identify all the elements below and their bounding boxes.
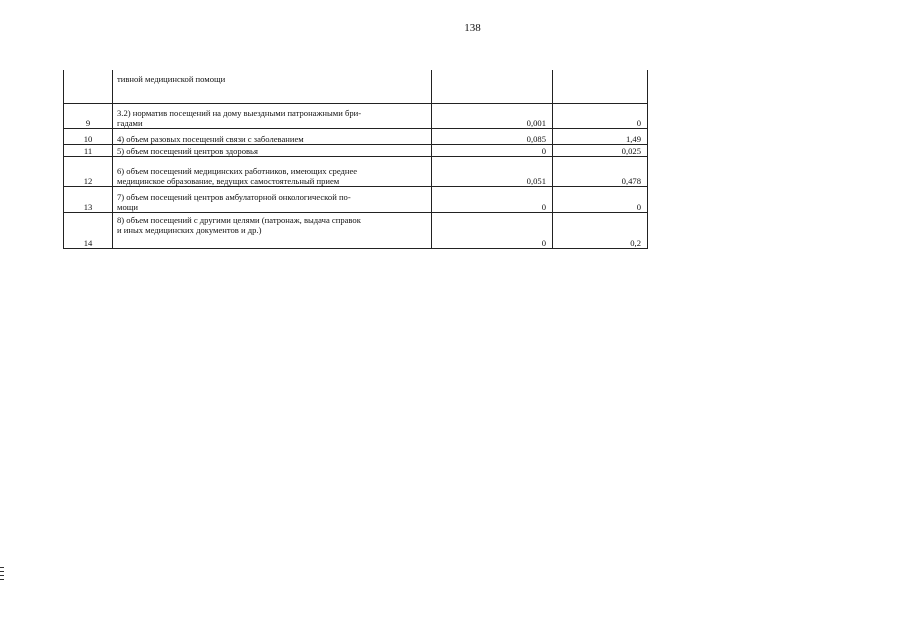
row-description: 3.2) норматив посещений на дому выездными патронажными бри- гадами: [113, 104, 432, 129]
value-cell-1: 0,001: [432, 104, 553, 129]
value-cell-2: 0,2: [553, 213, 648, 249]
row-number: 14: [64, 213, 113, 249]
value-cell-1: 0: [432, 213, 553, 249]
value-cell-2: 0,478: [553, 157, 648, 187]
row-description: 7) объем посещений центров амбулаторной онкологической по- мощи: [113, 187, 432, 213]
row-description: 6) объем посещений медицинских работников, имеющих среднее медицинское образование, ведущих самостоятельный прием: [113, 157, 432, 187]
value-cell-1: 0: [432, 187, 553, 213]
row-description: тивной медицинской помощи: [113, 70, 432, 104]
page-number: 138: [464, 22, 481, 34]
row-number: 12: [64, 157, 113, 187]
value-cell-1: 0,085: [432, 129, 553, 145]
value-cell-1: [432, 70, 553, 104]
value-cell-2: 1,49: [553, 129, 648, 145]
value-cell-1: 0: [432, 145, 553, 157]
value-cell-2: 0: [553, 187, 648, 213]
table-row: [64, 129, 648, 145]
table-row: [64, 104, 648, 129]
value-cell-1: 0,051: [432, 157, 553, 187]
table-row: [64, 145, 648, 157]
row-description: 5) объем посещений центров здоровья: [113, 145, 432, 157]
table-row: [64, 187, 648, 213]
scan-mark: [0, 579, 4, 580]
indicator-table: [63, 70, 648, 249]
row-description: 4) объем разовых посещений связи с заболеванием: [113, 129, 432, 145]
value-cell-2: 0,025: [553, 145, 648, 157]
scan-mark: [0, 575, 4, 576]
value-cell-2: [553, 70, 648, 104]
row-number: 13: [64, 187, 113, 213]
row-number-cell: [64, 70, 113, 104]
row-number: 9: [64, 104, 113, 129]
row-number: 10: [64, 129, 113, 145]
table-row: [64, 213, 648, 249]
row-number: 11: [64, 145, 113, 157]
scan-mark: [0, 571, 4, 572]
table-row: [64, 157, 648, 187]
row-description: 8) объем посещений с другими целями (патронаж, выдача справок и иных медицинских документов и др.): [113, 213, 432, 249]
scan-mark: [0, 567, 4, 568]
table-row-continuation: [64, 70, 648, 104]
margin-scan-marks: [0, 567, 4, 583]
value-cell-2: 0: [553, 104, 648, 129]
